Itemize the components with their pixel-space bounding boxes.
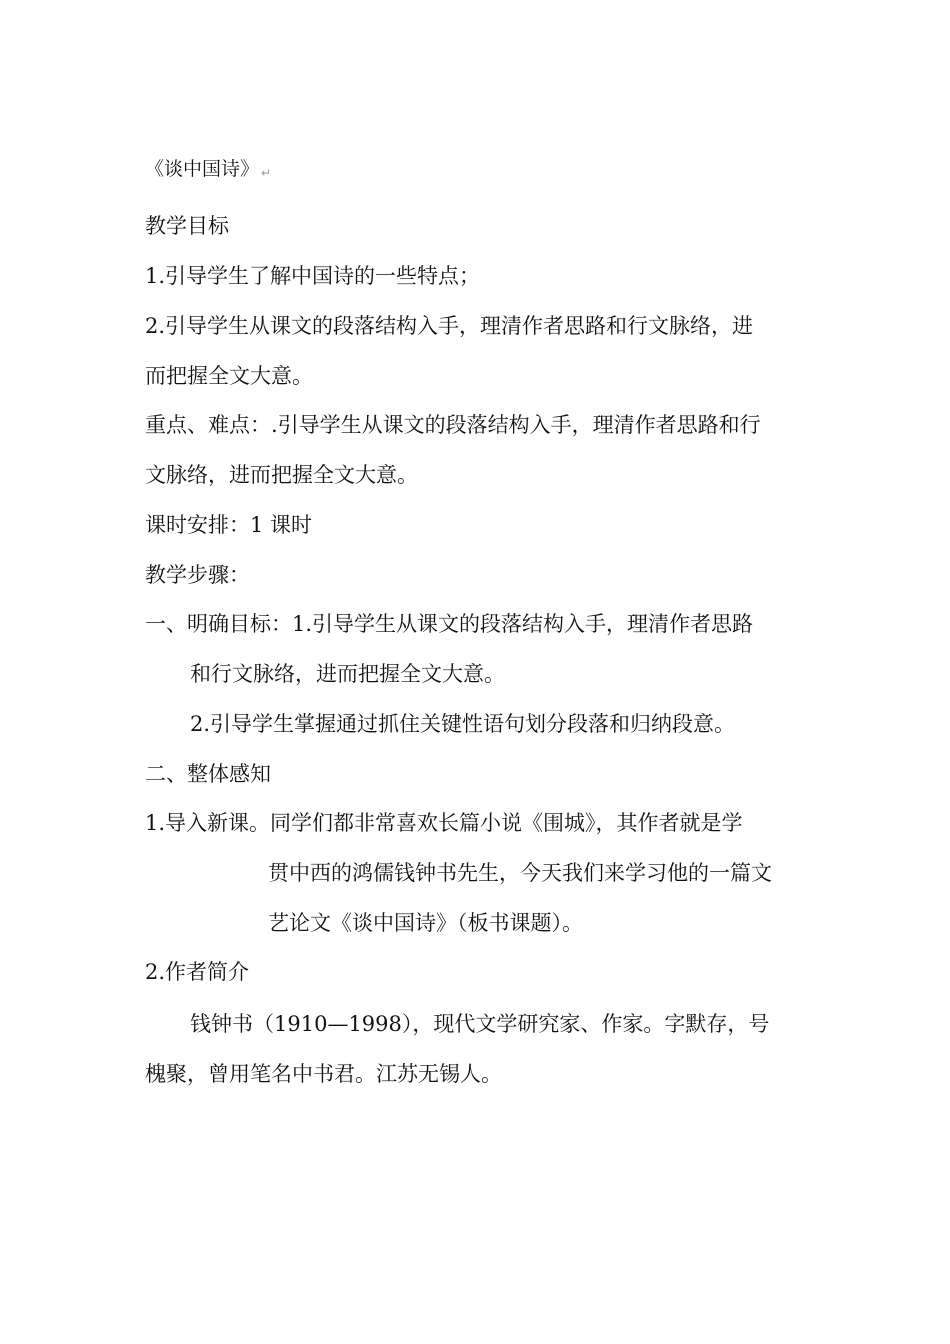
- document-title: 《谈中国诗》: [145, 158, 260, 180]
- author-line-1: 钱钟书（1910—1998），现代文学研究家、作家。字默存，号: [190, 1012, 770, 1036]
- section-heading-steps: 教学步骤：: [145, 563, 250, 587]
- paragraph-mark-icon: ↵: [261, 166, 272, 180]
- step-1-line-1: 一、明确目标：1.引导学生从课文的段落结构入手，理清作者思路: [145, 612, 754, 636]
- key-points-line-2: 文脉络，进而把握全文大意。: [145, 463, 418, 487]
- step-2-heading: 二、整体感知: [145, 762, 271, 786]
- intro-line-1: 1.导入新课。同学们都非常喜欢长篇小说《围城》，其作者就是学: [145, 811, 743, 835]
- author-line-2: 槐聚，曾用笔名中书君。江苏无锡人。: [145, 1062, 502, 1086]
- intro-line-2: 贯中西的鸿儒钱钟书先生，今天我们来学习他的一篇文: [268, 861, 772, 885]
- objective-1: 1.引导学生了解中国诗的一些特点；: [145, 264, 481, 288]
- class-hours: 课时安排：1 课时: [145, 513, 313, 537]
- intro-line-3: 艺论文《谈中国诗》（板书课题）。: [268, 911, 583, 935]
- author-heading: 2.作者简介: [145, 960, 250, 984]
- key-points-line-1: 重点、难点：.引导学生从课文的段落结构入手，理清作者思路和行: [145, 413, 761, 437]
- objective-2-line-2: 而把握全文大意。: [145, 364, 313, 388]
- step-1-line-3: 2.引导学生掌握通过抓住关键性语句划分段落和归纳段意。: [190, 712, 736, 736]
- step-1-line-2: 和行文脉络，进而把握全文大意。: [190, 662, 505, 686]
- objective-2-line-1: 2.引导学生从课文的段落结构入手，理清作者思路和行文脉络，进: [145, 314, 754, 338]
- document-title-line: [145, 155, 271, 187]
- section-heading-objectives: 教学目标: [145, 214, 229, 238]
